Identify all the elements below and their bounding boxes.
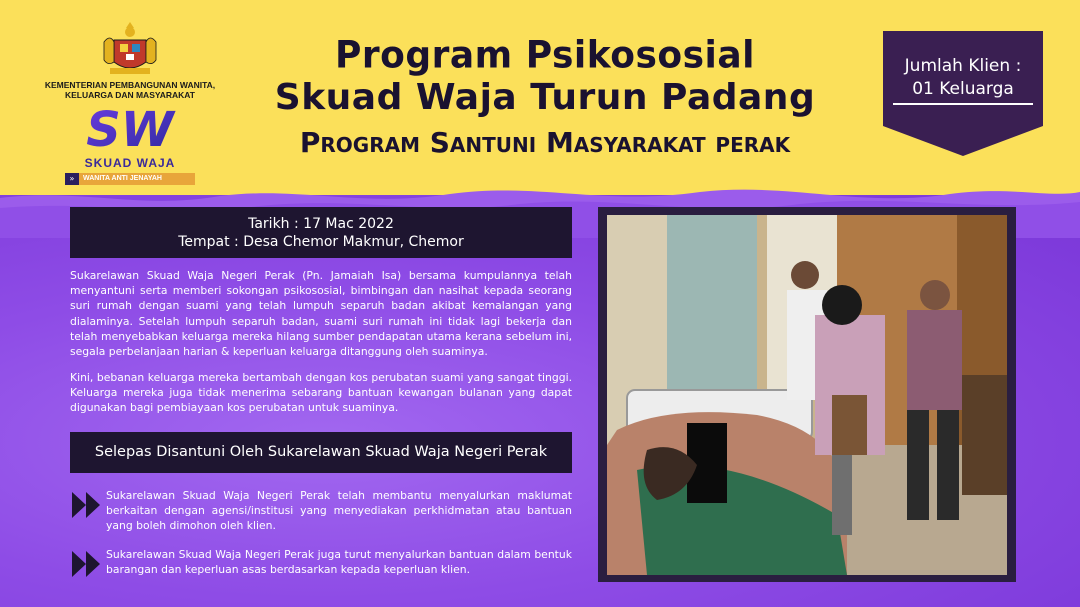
event-date: Tarikh : 17 Mac 2022 [248,216,394,232]
logo-tagline-bar [65,173,195,185]
bullet-text-2: Sukarelawan Skuad Waja Negeri Perak juga turut menyalurkan bantuan dalam bentuk barangan dan keperluan asas berdasarkan kepada keperluan klien. [106,548,572,577]
ministry-line1: KEMENTERIAN PEMBANGUNAN WANITA, [44,80,216,90]
event-photo-frame [598,207,1016,582]
description-paragraph-2: Kini, bebanan keluarga mereka bertambah dengan kos perubatan suami yang sangat tinggi. Keluarga mereka juga tidak menerima sebarang bantuan kewangan bulanan yang dapat digunakan bagi pembiayaan kos perubatan untuk suaminya. [70,371,572,415]
section-heading: Selepas Disantuni Oleh Sukarelawan Skuad Waja Negeri Perak [94,444,548,460]
description-paragraph-1: Sukarelawan Skuad Waja Negeri Perak (Pn. Jamaiah Isa) bersama kumpulannya telah menyantuni serta memberi sokongan psikososial, bimbingan dan nasihat kepada seorang suri rumah dengan suami yang telah lumpuh separuh badan akibat kemalangan yang dialaminya. Setelah lumpuh separuh badan, suami suri rumah ini tidak lagi bekerja dan telah menyebabkan keluarga mereka hilang sumber pendapatan utama kerana sebelum ini, segala perbelanjaan harian & keperluan keluarga ditanggung oleh suaminya. [70,269,572,359]
client-count-badge [883,31,1043,156]
badge-value: 01 Keluarga [912,79,1014,99]
section-heading-box [70,432,572,473]
title-line3: Program Santuni Masyarakat perak [299,126,791,159]
logo-letters: SW [86,104,174,154]
double-arrow-icon [70,549,106,579]
logo-tagline: WANITA ANTI JENAYAH [79,173,195,185]
event-info-box [70,207,572,258]
badge-underline [893,103,1033,105]
coat-of-arms-icon [100,20,160,78]
double-chevron-icon: » [65,173,79,185]
event-place: Tempat : Desa Chemor Makmur, Chemor [178,234,464,250]
title-line2: Skuad Waja Turun Padang [274,77,816,118]
ministry-line2: KELUARGA DAN MASYARAKAT [64,90,196,100]
ministry-logo-block [40,20,220,185]
bullet-text-1: Sukarelawan Skuad Waja Negeri Perak telah membantu menyalurkan maklumat berkaitan dengan agensi/institusi yang menyediakan perkhidmatan atau bantuan yang boleh dimohon oleh klien. [106,489,572,533]
ministry-name [40,80,220,100]
title-line1: Program Psikososial [334,33,756,77]
double-arrow-icon [70,490,106,520]
logo-name: SKUAD WAJA [84,156,176,170]
skuad-waja-logo-icon [75,104,185,154]
badge-label: Jumlah Klien : [904,56,1022,76]
event-photo [607,215,1007,575]
